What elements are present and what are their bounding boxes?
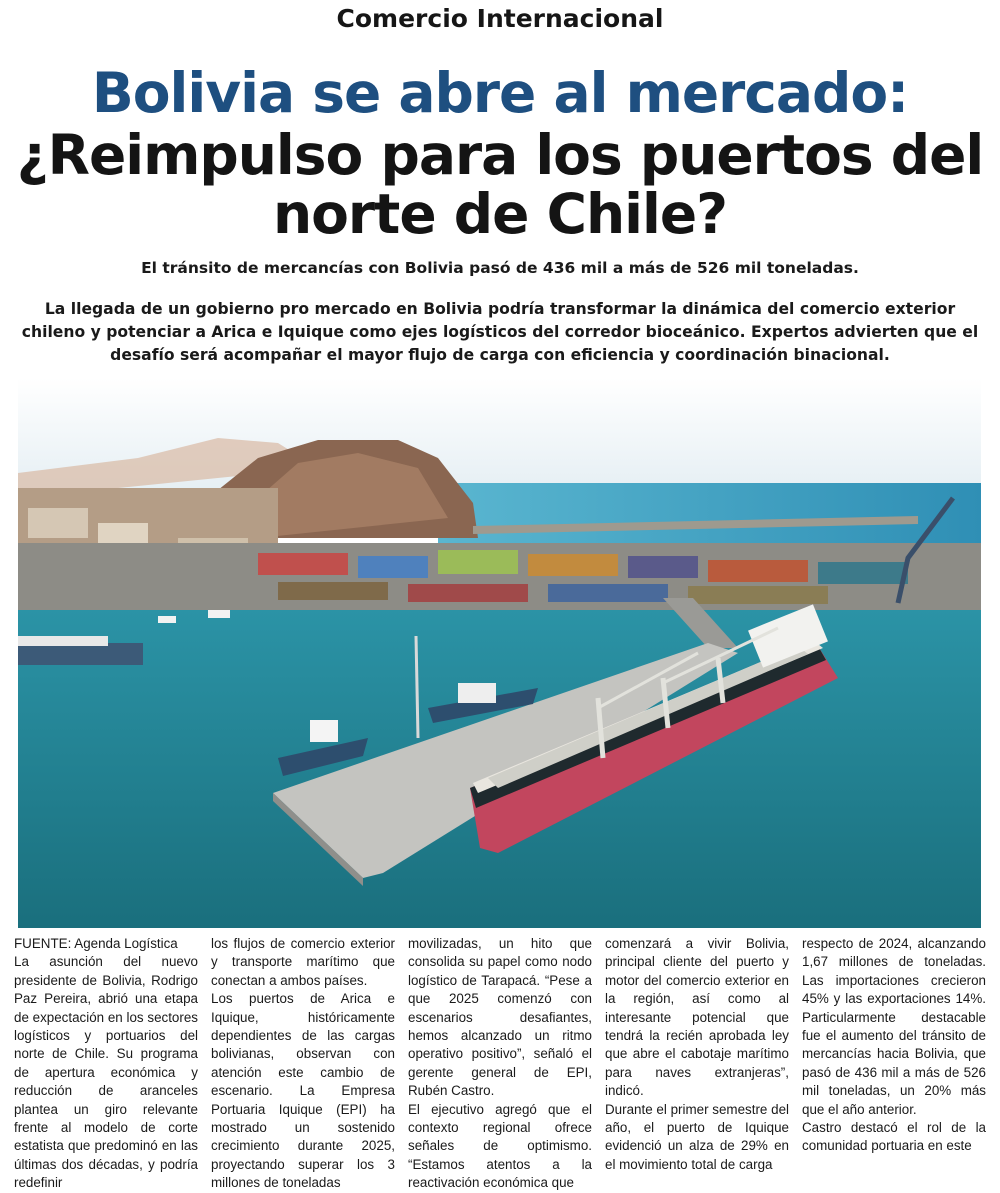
body-column-5	[802, 935, 986, 1180]
article-body	[14, 935, 986, 1191]
headline-line-2: ¿Reimpulso para los puertos del	[16, 123, 984, 187]
paragraph: Castro destacó el rol de la comunidad portuaria en este	[802, 1120, 986, 1154]
headline	[0, 60, 1000, 244]
paragraph: los flujos de comercio exterior y transporte marítimo que conectan a ambos países.	[211, 936, 395, 988]
aerial-port-photo	[18, 378, 981, 928]
lead-paragraph: La llegada de un gobierno pro mercado en Bolivia podría transformar la dinámica del comercio exterior chileno y potenciar a Arica e Iquique como ejes logísticos del corredor bioceánico. Expertos advierten que el desafío será acompañar el mayor flujo de carga con eficiencia y coordinación binacional.	[21, 300, 979, 364]
body-column-2	[211, 935, 395, 1191]
paragraph: El ejecutivo agregó que el contexto regional ofrece señales de optimismo. “Estamos atentos a la reactivación económica que	[408, 1101, 592, 1191]
paragraph: Los puertos de Arica e Iquique, históricamente dependientes de las cargas bolivianas, observan con atención este cambio de escenario. La Empresa Portuaria Iquique (EPI) ha mostrado un sostenido crecimiento durante 2025, proyectando superar los 3 millones de toneladas	[211, 991, 395, 1191]
paragraph: movilizadas, un hito que consolida su papel como nodo logístico de Tarapacá. “Pese a que 2025 comenzó con escenarios desafiantes, hemos alcanzado un ritmo operativo positivo”, señaló el gerente general de EPI, Rubén Castro.	[408, 936, 592, 1099]
paragraph: comenzará a vivir Bolivia, principal cliente del puerto y motor del comercio exterior en la región, así como al interesante potencial que tendrá la recién aprobada ley que abre el cabotaje marítimo para naves extranjeras”, indicó.	[605, 936, 789, 1099]
headline-line-3: norte de Chile?	[272, 182, 728, 246]
photo-source: FUENTE: Agenda Logística	[14, 936, 178, 951]
subheadline: El tránsito de mercancías con Bolivia pasó de 436 mil a más de 526 mil toneladas.	[141, 259, 859, 277]
body-column-3	[408, 935, 592, 1191]
headline-line-1: Bolivia se abre al mercado:	[91, 61, 909, 125]
paragraph: La asunción del nuevo presidente de Bolivia, Rodrigo Paz Pereira, abrió una etapa de expectación en los sectores logísticos y portuarios del norte de Chile. Su programa de apertura económica y reducción de aranceles plantea un giro relevante frente al modelo de corte estatista que predominó en las últimas dos décadas, y podría redefinir	[14, 954, 198, 1191]
aerial-port-illustration	[18, 378, 981, 928]
body-column-4	[605, 935, 789, 1180]
section-label: Comercio Internacional	[336, 4, 664, 33]
paragraph: Durante el primer semestre del año, el puerto de Iquique evidenció un alza de 29% en el movimiento total de carga	[605, 1101, 789, 1172]
paragraph: respecto de 2024, alcanzando 1,67 millones de toneladas. Las importaciones crecieron 45% y las exportaciones 14%. Particularmente destacable fue el aumento del tránsito de mercancías hacia Bolivia, que pasó de 436 mil a más de 526 mil toneladas, un 20% más que el año anterior.	[802, 936, 986, 1117]
body-column-1	[14, 935, 198, 1191]
